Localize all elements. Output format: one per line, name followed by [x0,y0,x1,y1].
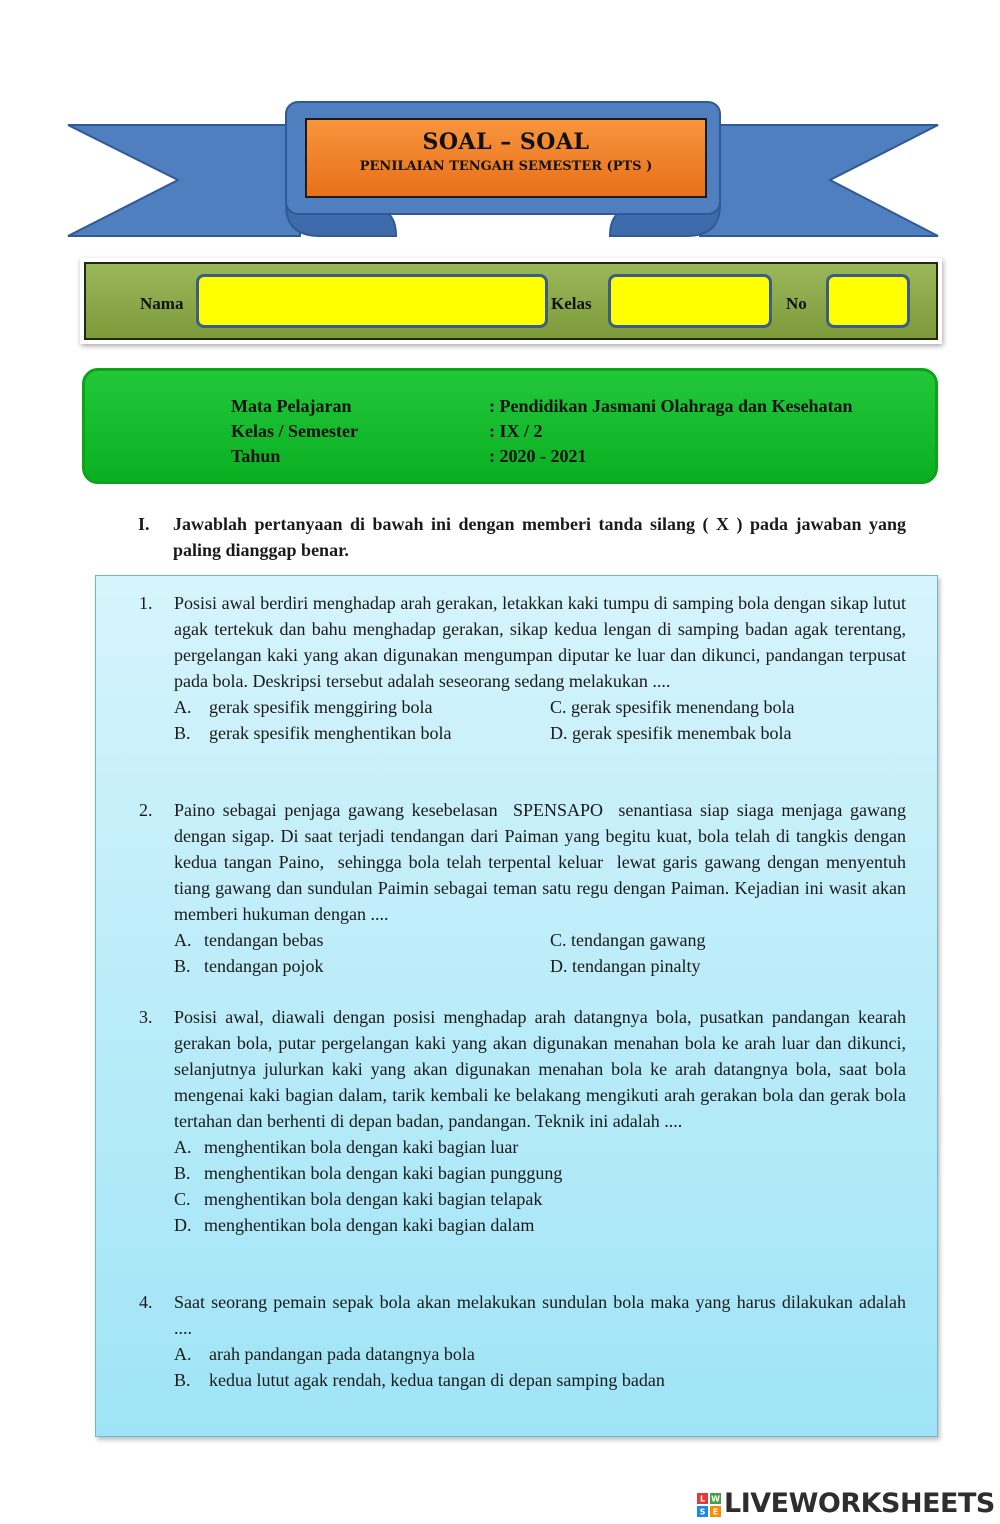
question-number: 4. [139,1292,153,1312]
option-row [174,720,906,746]
class-semester-value: : IX / 2 [489,421,543,441]
ribbon-left-tail [68,125,300,236]
option-letter: B. [174,1370,191,1390]
option-d[interactable] [174,1212,534,1238]
logo-icon-letter: E [712,1507,719,1517]
option-b[interactable] [174,953,323,979]
question-number: 2. [139,800,153,820]
year-row [85,446,935,470]
option-a[interactable] [174,1134,518,1160]
number-input[interactable] [826,274,910,328]
option-text: menghentikan bola dengan kaki bagian punggung [204,1163,563,1183]
option-letter: A. [174,1344,192,1364]
option-text: arah pandangan pada datangnya bola [209,1344,475,1364]
option-letter: B. [174,1163,191,1183]
class-semester-row [85,421,935,445]
question-text: Posisi awal, diawali dengan posisi menghadap arah datangnya bola, pusatkan pandangan kearah gerakan bola, putar pergelangan kaki yang akan digunakan menahan bola ke arah luar dan dikunci, selanjutnya julurkan kaki yang akan digunakan menahan bola ke arah datangnya bola, saat bola mengenai kaki bagian dalam, tarik kembali ke belakang mengikuti arah gerakan bola dan gerak bola tertahan dan berhenti di depan badan, pandangan. Teknik ini adalah .... [174,1007,906,1131]
question-2 [139,797,911,979]
logo-icon-letter: L [699,1494,706,1504]
option-text: gerak spesifik menghentikan bola [209,723,452,743]
option-letter: A. [174,930,192,950]
option-b[interactable] [174,1367,665,1393]
header-banner [0,0,1000,250]
subject-row [85,396,935,420]
question-number: 1. [139,593,153,613]
year-value: : 2020 - 2021 [489,446,587,466]
question-3 [139,1004,906,1238]
option-text: menghentikan bola dengan kaki bagian dalam [204,1215,535,1235]
option-text: menghentikan bola dengan kaki bagian luar [204,1137,519,1157]
option-row [174,927,906,953]
option-text: tendangan pinalty [572,956,701,976]
option-a[interactable] [174,694,432,720]
option-letter: D. [550,723,568,743]
identity-bar-inner [84,262,938,340]
subject-row-label: Mata Pelajaran [231,396,352,416]
option-row [174,1367,906,1393]
page-title: SOAL – SOAL [422,129,590,155]
question-text: Paino sebagai penjaga gawang kesebelasan SPENSAPO senantiasa siap siaga menjaga gawang dengan sigap. Di saat terjadi tendangan dari Paiman yang begitu kuat, bola telah di tangkis dengan kedua tangan Paino, sehingga bola telah terpental keluar lewat garis gawang dengan menyentuh tiang gawang dan sundulan Paimin sebagai teman satu regu dengan Paiman. Kejadian ini wasit akan memberi hukuman dengan .... [174,800,911,924]
option-a[interactable] [174,927,323,953]
year-label: Tahun [231,446,281,466]
option-row [174,1134,906,1160]
class-semester-label: Kelas / Semester [231,421,358,441]
option-text: kedua lutut agak rendah, kedua tangan di depan samping badan [209,1370,665,1390]
option-row [174,953,906,979]
option-text: tendangan pojok [204,956,324,976]
identity-bar [80,258,942,344]
option-row [174,1160,906,1186]
option-c[interactable] [174,1186,542,1212]
question-text: Posisi awal berdiri menghadap arah gerakan, letakkan kaki tumpu di samping bola dengan sikap lutut agak tertekuk dan bahu menghadap gerakan, sikap kedua lengan di samping badan agak terentang, pergelangan kaki yang akan digunakan mengumpan diputar ke luar dan dikunci, pandangan terpusat pada bola. Deskripsi tersebut adalah seseorang sedang melakukan .... [174,593,906,691]
class-input[interactable] [608,274,772,328]
option-letter: A. [174,697,192,717]
option-row [174,1341,906,1367]
option-text: menghentikan bola dengan kaki bagian telapak [204,1189,543,1209]
question-text: Saat seorang pemain sepak bola akan melakukan sundulan bola maka yang harus dilakukan adalah .... [174,1292,906,1338]
option-text: tendangan gawang [571,930,706,950]
ribbon-right-tail [700,125,938,236]
option-letter: D. [550,956,568,976]
option-text: gerak spesifik menendang bola [571,697,795,717]
option-d[interactable] [550,720,791,746]
name-input[interactable] [196,274,548,328]
instruction-number: I. [138,514,150,534]
option-letter: C. [550,930,567,950]
option-c[interactable] [550,694,794,720]
number-label: No [786,294,807,313]
option-row [174,1186,906,1212]
option-b[interactable] [174,720,451,746]
instruction-text: Jawablah pertanyaan di bawah ini dengan memberi tanda silang ( X ) pada jawaban yang paling dianggap benar. [173,514,906,560]
liveworksheets-logo-text: LIVEWORKSHEETS [724,1488,995,1519]
option-row [174,694,906,720]
logo-icon-letter: W [711,1494,720,1504]
name-label: Nama [140,294,184,313]
option-c[interactable] [550,927,705,953]
option-letter: C. [550,697,567,717]
option-letter: B. [174,956,191,976]
option-text: gerak spesifik menembak bola [572,723,792,743]
option-text: tendangan bebas [204,930,324,950]
subject-info-box [82,368,938,484]
question-4 [139,1289,906,1393]
option-row [174,1212,906,1238]
question-1 [139,590,906,746]
option-text: gerak spesifik menggiring bola [209,697,433,717]
option-letter: B. [174,723,191,743]
option-b[interactable] [174,1160,562,1186]
subject-row-value: : Pendidikan Jasmani Olahraga dan Kesehatan [489,396,853,416]
option-d[interactable] [550,953,700,979]
option-a[interactable] [174,1341,475,1367]
option-letter: C. [174,1189,191,1209]
option-letter: D. [174,1215,192,1235]
liveworksheets-logo-icon [697,1493,721,1517]
title-box [305,118,707,198]
question-number: 3. [139,1007,153,1027]
logo-icon-letter: S [699,1507,706,1517]
option-letter: A. [174,1137,192,1157]
class-label: Kelas [551,294,592,313]
questions-panel [95,575,938,1437]
page-subtitle: PENILAIAN TENGAH SEMESTER (PTS ) [359,159,653,174]
